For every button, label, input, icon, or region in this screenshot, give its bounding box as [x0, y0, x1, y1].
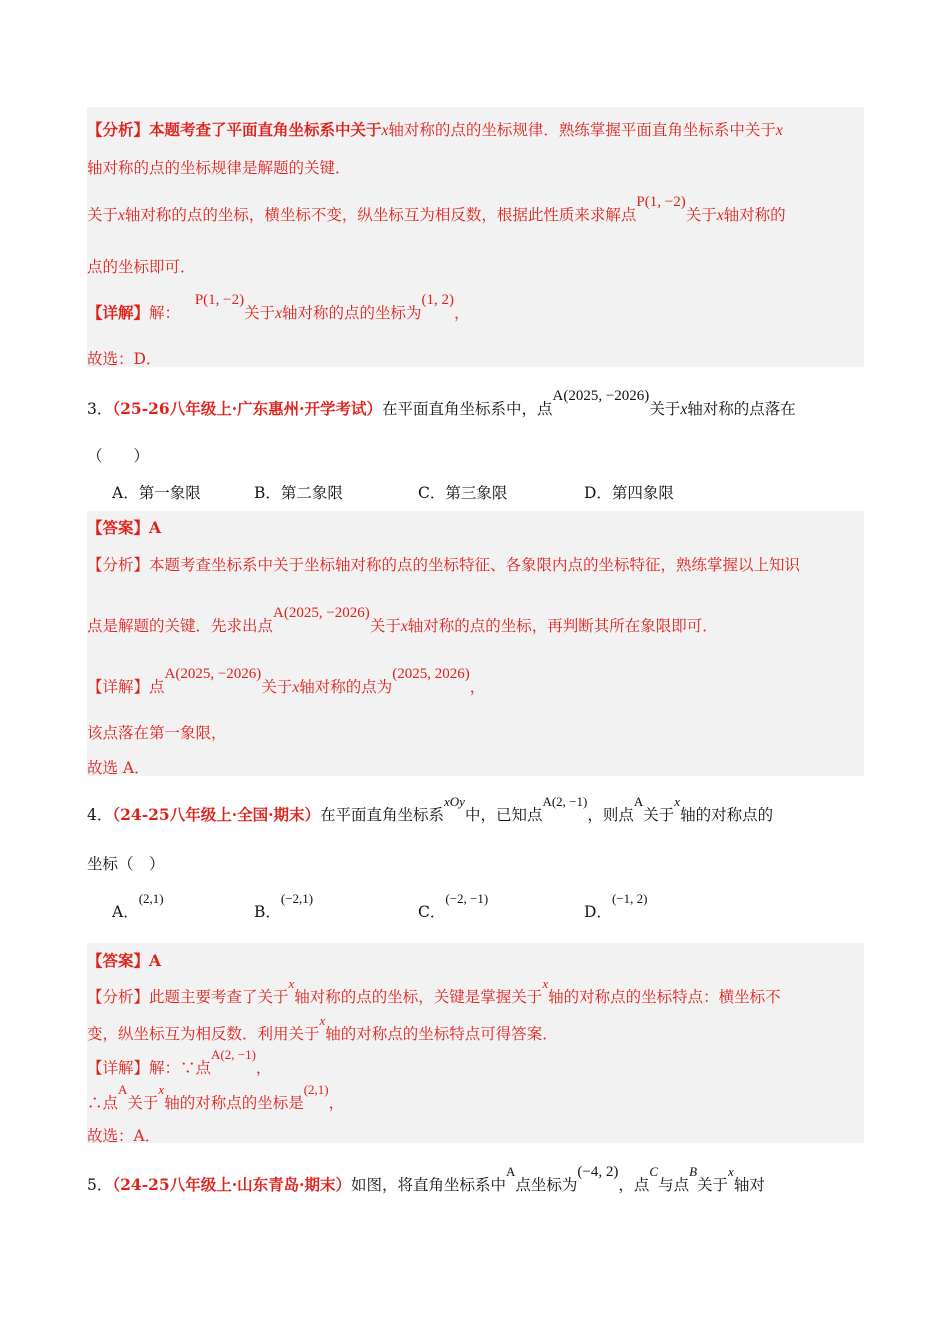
q3-detail: 【详解】点A(2025, −2026)关于x轴对称的点为(2025, 2026)， [87, 666, 486, 696]
detail-line: 【详解】解： P(1, −2)关于x轴对称的点的坐标为(1, 2)， [87, 292, 470, 322]
q4-option-b: B．$^{(-2,1)}$ [254, 891, 314, 921]
question-5-stem: 5．（24-25八年级上·山东青岛·期末）如图，将直角坐标系中$^A$点坐标为(−4, 2)，点$^C$与点$^B$关于$^x$轴对 [87, 1164, 765, 1194]
analysis-line-3: 关于x轴对称的点的坐标，横坐标不变，纵坐标互为相反数，根据此性质来求解点P(1, −2)关于x轴对称的 [87, 194, 786, 224]
q4-detail: 【详解】解：∵点$^{A(2, -1)}$， [87, 1047, 272, 1077]
q3-analysis-1: 【分析】本题考查坐标系中关于坐标轴对称的点的坐标特征、各象限内点的坐标特征，熟练掌握以上知识 [87, 556, 801, 574]
solution-block-4 [87, 943, 864, 1143]
q3-choose: 故选 A． [87, 759, 150, 777]
solution-block-2 [87, 107, 864, 367]
q3-option-c: C．第三象限 [418, 484, 508, 502]
question-4-line-2: 坐标（ ） [87, 855, 165, 873]
q4-therefore: ∴点$^A$关于$^x$轴的对称点的坐标是$^{(2,1)}$， [87, 1082, 345, 1112]
analysis-line-4: 点的坐标即可． [87, 258, 196, 276]
q3-option-a: A．第一象限 [112, 484, 201, 502]
q4-choose: 故选：A． [87, 1127, 161, 1145]
q4-answer: 【答案】A [87, 951, 162, 970]
question-3-paren: （ ） [87, 447, 150, 465]
q4-option-a: A．$^{(2,1)}$ [112, 891, 164, 921]
solution-block-3 [87, 511, 864, 776]
q4-option-c: C．$^{(-2, -1)}$ [418, 891, 489, 921]
choose-line: 故选：D． [87, 350, 162, 368]
q3-option-d: D．第四象限 [584, 484, 674, 502]
analysis-line-2: 轴对称的点的坐标规律是解题的关键． [87, 159, 351, 177]
question-4-stem: 4．（24-25八年级上·全国·期末）在平面直角坐标系$^{xOy}$中，已知点$^{A(2, -1)}$，则点$^A$关于$^x$轴的对称点的 [87, 794, 774, 824]
q3-answer: 【答案】A [87, 518, 162, 537]
q4-analysis-2: 变，纵坐标互为相反数．利用关于$^x$轴的对称点的坐标特点可得答案． [87, 1013, 558, 1043]
q3-detail-2: 该点落在第一象限， [87, 724, 227, 742]
analysis-line-1: 【分析】本题考查了平面直角坐标系中关于x轴对称的点的坐标规律．熟练掌握平面直角坐标系中关于x [87, 120, 783, 139]
q3-option-b: B．第二象限 [254, 484, 343, 502]
question-3-stem: 3．（25-26八年级上·广东惠州·开学考试）在平面直角坐标系中，点A(2025, −2026)关于x轴对称的点落在 [87, 388, 796, 418]
q4-option-d: D．$^{(-1, 2)}$ [584, 891, 648, 921]
q4-analysis-1: 【分析】此题主要考查了关于$^x$轴对称的点的坐标，关键是掌握关于$^x$轴的对称点的坐标特点：横坐标不 [87, 976, 781, 1006]
q3-analysis-2: 点是解题的关键．先求出点A(2025, −2026)关于x轴对称的点的坐标，再判断其所在象限即可． [87, 605, 718, 635]
